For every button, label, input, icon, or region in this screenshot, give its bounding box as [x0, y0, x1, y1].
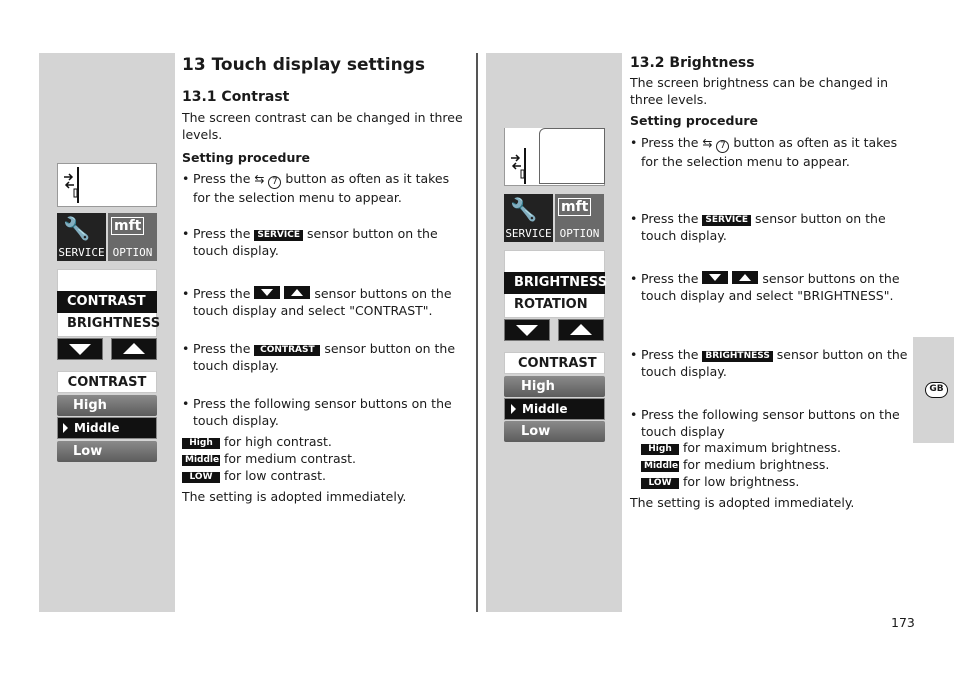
option-tile-label-right: OPTION [559, 227, 600, 240]
display-corner-illustration-right [504, 128, 605, 186]
menu-item-contrast[interactable]: CONTRAST [57, 291, 157, 313]
option-middle[interactable] [57, 417, 157, 439]
high-badge-right: High [641, 444, 679, 455]
menu-item-rotation[interactable]: ROTATION [514, 297, 588, 312]
contrast-step-1: • Press the ⇆ 7 button as often as it takes for the selection menu to appear. [182, 171, 450, 205]
display-corner-illustration [57, 163, 157, 207]
down-arrow-icon [254, 286, 280, 299]
option-middle-right[interactable] [504, 398, 605, 420]
arrow-up-icon-right [570, 324, 592, 335]
brightness-step-2: • Press the SERVICE sensor button on the touch display. [630, 211, 886, 243]
contrast-step-2: • Press the SERVICE sensor button on the touch display. [182, 226, 438, 258]
option-high[interactable]: High [57, 395, 157, 416]
contrast-outro: The setting is adopted immediately. [182, 489, 407, 504]
contrast-badge: CONTRAST [254, 345, 320, 356]
contrast-option-low: LOW for low contrast. [182, 467, 326, 484]
low-badge: LOW [182, 472, 220, 483]
mft-icon: mft [111, 217, 144, 235]
arrow-up-icon [123, 343, 145, 354]
section-heading-contrast: 13.1 Contrast [182, 89, 290, 105]
option-low-right[interactable]: Low [504, 421, 605, 442]
contrast-header: CONTRAST [57, 371, 157, 393]
number-circle-right: 7 [716, 140, 729, 153]
swap-arrows-icon: ⇆ [254, 172, 265, 186]
option-middle-label: Middle [74, 421, 120, 435]
page-number: 173 [891, 615, 915, 630]
service-badge: SERVICE [254, 230, 303, 241]
play-icon [63, 423, 68, 433]
service-tile-right[interactable] [504, 194, 553, 242]
arrow-down-icon [69, 344, 91, 355]
down-arrow-icon-right [702, 271, 728, 284]
option-tile-label: OPTION [112, 246, 153, 259]
option-tile-right[interactable] [555, 194, 604, 242]
display-frame [539, 128, 605, 184]
brightness-intro: The screen brightness can be changed in three levels. [630, 75, 888, 107]
middle-badge: Middle [182, 455, 220, 466]
brightness-option-high: High for maximum brightness. [641, 439, 841, 456]
menu-item-brightness[interactable]: BRIGHTNESS [67, 316, 161, 331]
number-circle: 7 [268, 176, 281, 189]
brightness-step-5: • Press the following sensor buttons on the touch display [630, 407, 900, 439]
brightness-step-1: • Press the ⇆ 7 button as often as it takes for the selection menu to appear. [630, 135, 898, 169]
brightness-outro: The setting is adopted immediately. [630, 495, 855, 510]
option-tile[interactable] [108, 213, 157, 261]
section-heading-brightness: 13.2 Brightness [630, 55, 755, 71]
option-low[interactable]: Low [57, 441, 157, 462]
contrast-step-3: • Press the sensor buttons on the touch display and select "CONTRAST". [182, 286, 452, 318]
wrench-icon: 🔧 [63, 217, 91, 242]
service-badge-right: SERVICE [702, 215, 751, 226]
swap-arrows-icon-right: ⇆ [702, 136, 713, 150]
contrast-option-high: High for high contrast. [182, 433, 332, 450]
high-badge: High [182, 438, 220, 449]
low-badge-right: LOW [641, 478, 679, 489]
display-icon [61, 167, 79, 203]
arrow-down-button[interactable] [57, 338, 103, 360]
service-tile-label: SERVICE [58, 246, 105, 259]
up-arrow-icon [284, 286, 310, 299]
brightness-step-3: • Press the sensor buttons on the touch display and select "BRIGHTNESS". [630, 271, 900, 303]
wrench-icon-right: 🔧 [510, 198, 538, 223]
contrast-intro: The screen contrast can be changed in three levels. [182, 110, 463, 142]
center-divider [476, 53, 478, 612]
brightness-badge: BRIGHTNESS [702, 351, 772, 362]
language-badge: GB [925, 382, 948, 398]
contrast-header-right: CONTRAST [504, 352, 605, 374]
arrow-up-button[interactable] [111, 338, 157, 360]
brightness-option-low: LOW for low brightness. [641, 473, 799, 490]
option-middle-label-right: Middle [522, 402, 568, 416]
contrast-option-middle: Middle for medium contrast. [182, 450, 356, 467]
service-tile[interactable] [57, 213, 106, 261]
brightness-option-middle: Middle for medium brightness. [641, 456, 829, 473]
contrast-step-5: • Press the following sensor buttons on the touch display. [182, 396, 452, 428]
brightness-step-4: • Press the BRIGHTNESS sensor button on the touch display. [630, 347, 908, 379]
mft-icon-right: mft [558, 198, 591, 216]
arrow-down-icon-right [516, 325, 538, 336]
page-title: 13 Touch display settings [182, 55, 425, 75]
arrow-down-button-right[interactable] [504, 319, 550, 341]
contrast-procedure-heading: Setting procedure [182, 150, 310, 165]
contrast-step-4: • Press the CONTRAST sensor button on the touch display. [182, 341, 456, 373]
service-tile-label-right: SERVICE [505, 227, 552, 240]
arrow-up-button-right[interactable] [558, 319, 604, 341]
brightness-procedure-heading: Setting procedure [630, 113, 758, 128]
middle-badge-right: Middle [641, 461, 679, 472]
menu-item-brightness-right[interactable]: BRIGHTNESS [504, 272, 605, 294]
play-icon-right [511, 404, 516, 414]
option-high-right[interactable]: High [504, 376, 605, 397]
display-icon-right [508, 148, 526, 184]
up-arrow-icon-right [732, 271, 758, 284]
